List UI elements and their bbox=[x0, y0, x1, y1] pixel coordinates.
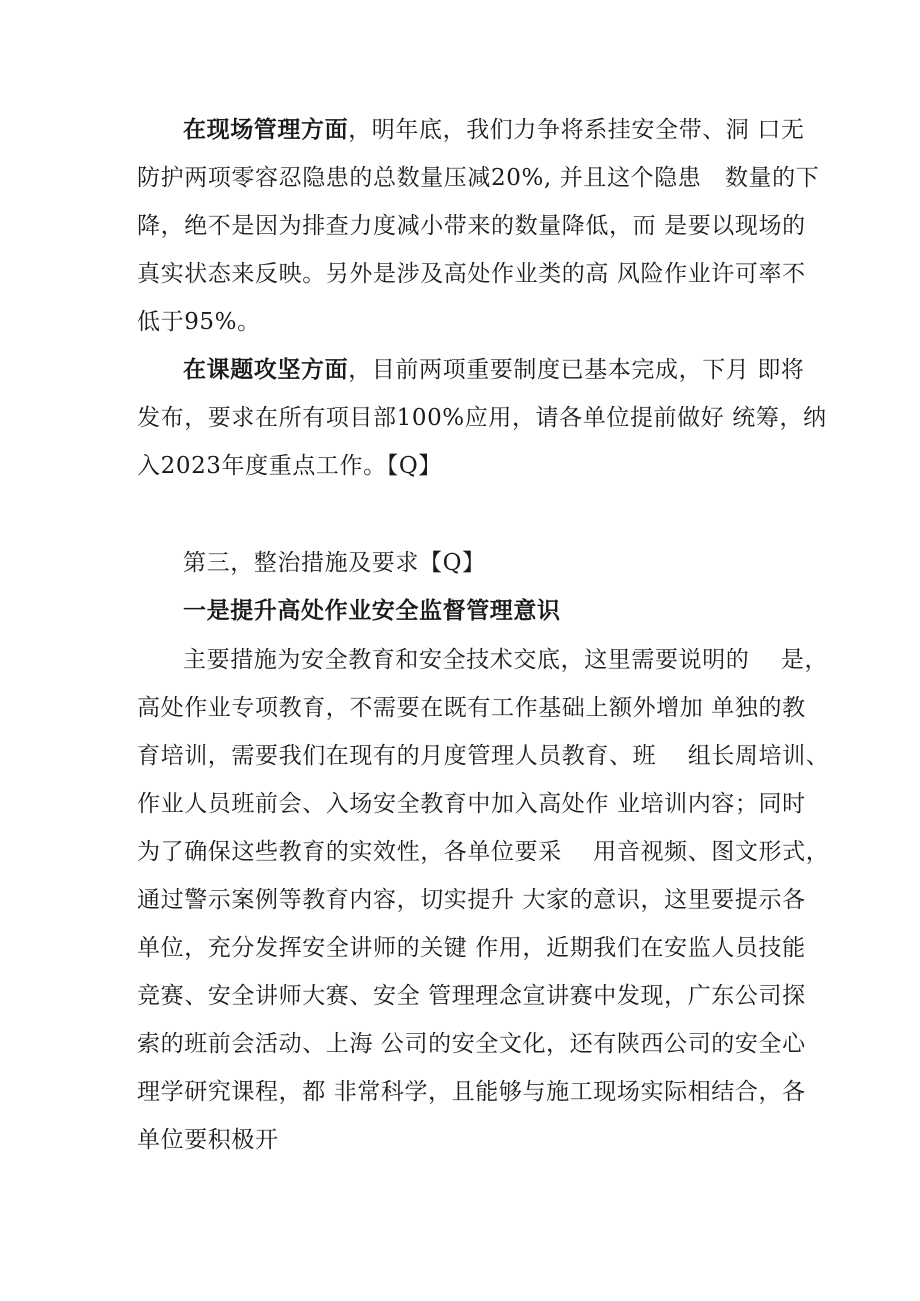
paragraph-measures bbox=[137, 636, 830, 1164]
paragraph-line: 通过警示案例等教育内容，切实提升 大家的意识，这里要提示各 bbox=[137, 887, 806, 913]
paragraph-line: 发布，要求在所有项目部100%应用，请各单位提前做好 统筹，纳 bbox=[137, 405, 827, 431]
paragraph-line: 单位，充分发挥安全讲师的关键 作用，近期我们在安监人员技能 bbox=[137, 935, 806, 961]
paragraph-lead-bold: 在现场管理方面 bbox=[183, 116, 349, 143]
paragraph-lead-bold: 在课题攻坚方面 bbox=[183, 356, 349, 383]
paragraph-line: 育培训，需要我们在现有的月度管理人员教育、班 组长周培训、 bbox=[137, 743, 830, 769]
paragraph-site-management bbox=[137, 106, 820, 346]
paragraph-line: 真实状态来反映。另外是涉及高处作业类的高 风险作业许可率不 bbox=[137, 261, 806, 287]
paragraph-line: 入2023年度重点工作。【Q】 bbox=[137, 453, 442, 479]
paragraph-line: 主要措施为安全教育和安全技术交底，这里需要说明的 是， bbox=[183, 647, 829, 673]
section-heading: 第三，整治措施及要求【Q】 bbox=[183, 550, 486, 576]
sub-heading: 一是提升高处作业安全监督管理意识 bbox=[183, 597, 561, 624]
paragraph-line: 在课题攻坚方面，目前两项重要制度已基本完成，下月 即将 bbox=[183, 356, 805, 383]
paragraph-line: 为了确保这些教育的实效性，各单位要采 用音视频、图文形式， bbox=[137, 839, 830, 865]
paragraph-research bbox=[137, 346, 827, 490]
paragraph-line: 竞赛、安全讲师大赛、安全 管理理念宣讲赛中发现，广东公司探 bbox=[137, 983, 806, 1009]
paragraph-line: 索的班前会活动、上海 公司的安全文化，还有陕西公司的安全心 bbox=[137, 1031, 806, 1057]
paragraph-line: 理学研究课程，都 非常科学，且能够与施工现场实际相结合，各 bbox=[137, 1079, 806, 1105]
paragraph-line: 单位要积极开 bbox=[137, 1127, 279, 1153]
paragraph-line: 低于95%。 bbox=[137, 309, 261, 335]
paragraph-line: 高处作业专项教育，不需要在既有工作基础上额外增加 单独的教 bbox=[137, 695, 806, 721]
paragraph-line: 降，绝不是因为排查力度减小带来的数量降低，而 是要以现场的 bbox=[137, 213, 806, 239]
paragraph-line: 在现场管理方面，明年底，我们力争将系挂安全带、洞 口无 bbox=[183, 116, 805, 143]
paragraph-line: 作业人员班前会、入场安全教育中加入高处作 业培训内容；同时 bbox=[137, 791, 806, 817]
paragraph-line: 防护两项零容忍隐患的总数量压减20%, 并且这个隐患 数量的下 bbox=[137, 165, 820, 191]
